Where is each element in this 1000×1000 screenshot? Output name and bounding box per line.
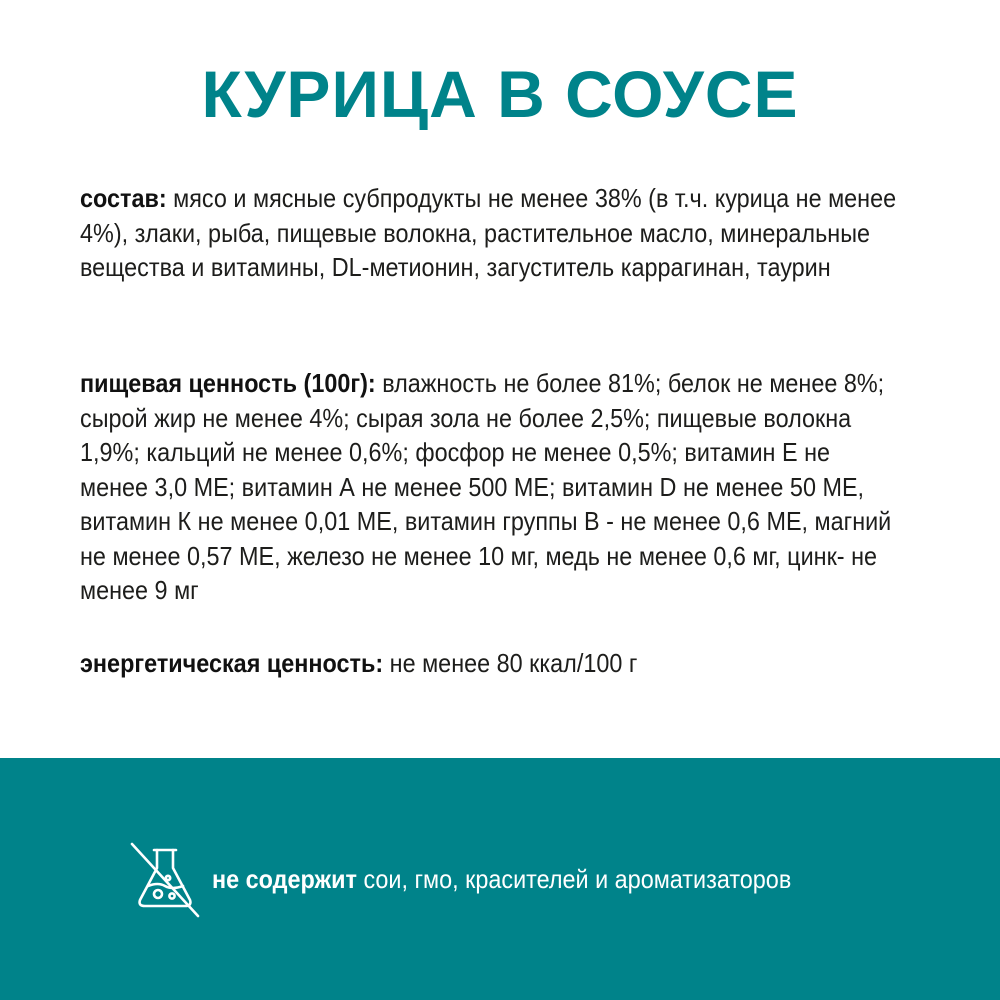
product-title: КУРИЦА В СОУСЕ — [201, 57, 799, 131]
composition-text: мясо и мясные субпродукты не менее 38% (в т.ч. курица не менее 4%), злаки, рыба, пищевые волокна, растительное масло, минеральные вещества и витамины, DL-метионин, загуститель каррагинан, таурин — [80, 183, 897, 282]
free-from-badge — [128, 838, 856, 920]
energy-section — [80, 646, 901, 681]
nutrition-section — [80, 366, 901, 608]
composition-label: состав: — [80, 183, 167, 213]
energy-text: не менее 80 ккал/100 г — [383, 648, 638, 678]
nutrition-label: пищевая ценность (100г): — [80, 368, 376, 398]
no-chemicals-flask-icon — [128, 838, 204, 920]
composition-section — [80, 181, 901, 285]
free-from-text — [212, 862, 791, 896]
free-from-label: не содержит — [212, 864, 357, 894]
free-from-list: сои, гмо, красителей и ароматизаторов — [356, 864, 792, 894]
nutrition-text: влажность не более 81%; белок не менее 8%; сырой жир не менее 4%; сырая зола не более 2,5%; пищевые волокна 1,9%; кальций не менее 0,6%; фосфор не менее 0,5%; витамин Е не менее 3,0 МЕ; витамин А не менее 500 МЕ; витамин D не менее 50 МЕ, витамин К не менее 0,01 МЕ, витамин группы В - не менее 0,6 МЕ, магний не менее 0,57 МЕ, железо не менее 10 мг, медь не менее 0,6 мг, цинк- не менее 9 мг — [80, 368, 892, 605]
energy-label: энергетическая ценность: — [80, 648, 384, 678]
